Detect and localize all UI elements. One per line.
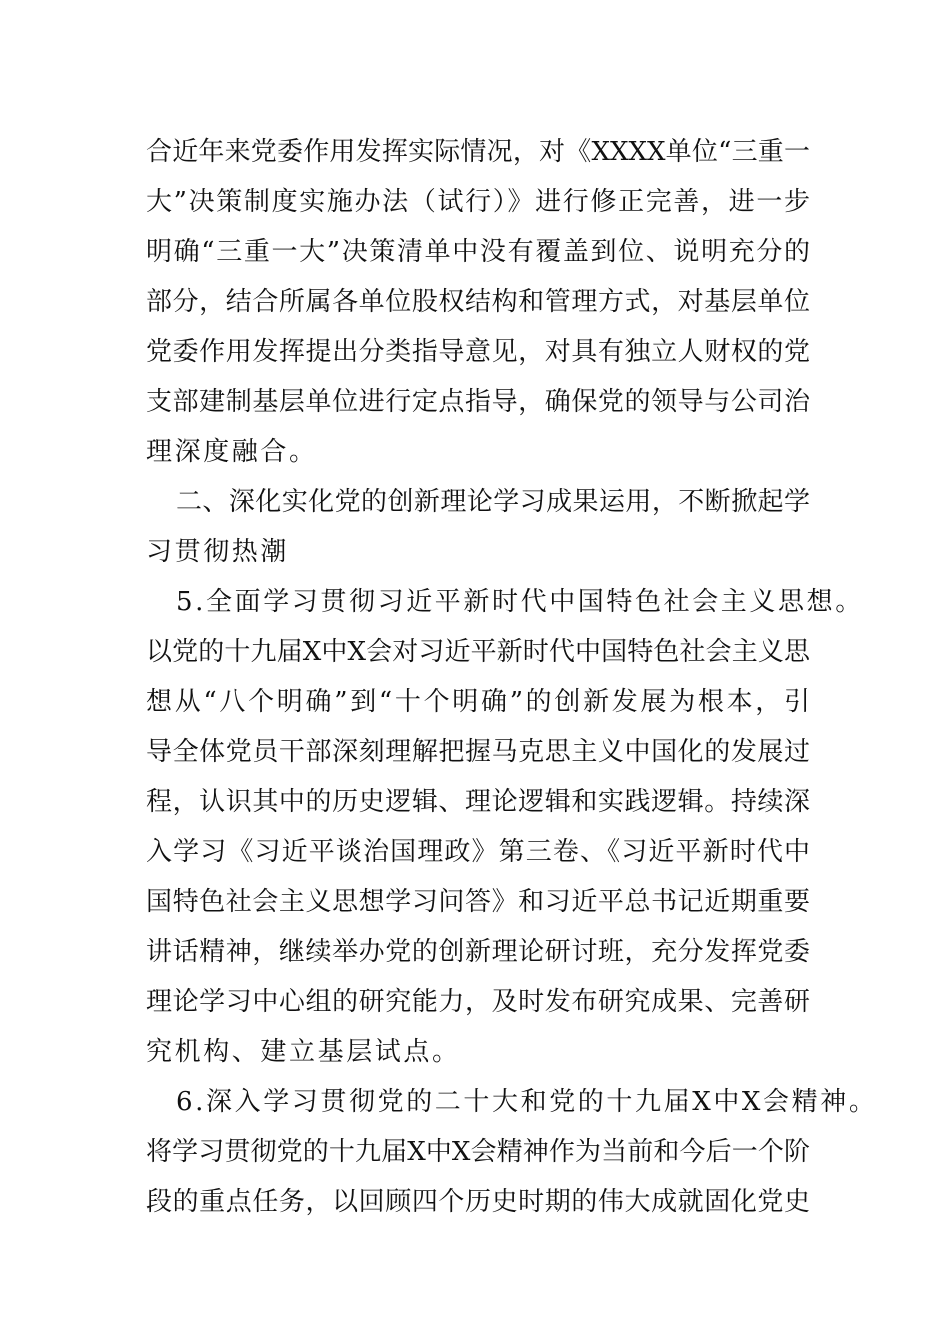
text-line: 明确“三重一大”决策清单中没有覆盖到位、说明充分的 [146,237,810,267]
text-line: 合近年来党委作用发挥实际情况，对《XXXX单位“三重一 [146,137,810,167]
text-line: 入学习《习近平谈治国理政》第三卷、《习近平新时代中 [146,837,810,867]
text-line: 段的重点任务，以回顾四个历史时期的伟大成就固化党史 [146,1187,810,1217]
text-line: 导全体党员干部深刻理解把握马克思主义中国化的发展过 [146,737,810,767]
section-heading: 习贯彻热潮 [146,537,290,567]
item-heading: 6.深入学习贯彻党的二十大和党的十九届X中X会精神。 [176,1087,878,1117]
text-line: 理论学习中心组的研究能力，及时发布研究成果、完善研 [146,987,810,1017]
text-line: 支部建制基层单位进行定点指导，确保党的领导与公司治 [146,387,810,417]
text-line: 程，认识其中的历史逻辑、理论逻辑和实践逻辑。持续深 [146,787,810,817]
text-line: 以党的十九届X中X会对习近平新时代中国特色社会主义思 [146,637,810,667]
text-line: 大”决策制度实施办法（试行）》进行修正完善，进一步 [146,187,810,217]
text-line: 国特色社会主义思想学习问答》和习近平总书记近期重要 [146,887,810,917]
text-line: 理深度融合。 [146,437,318,467]
text-line: 想从“八个明确”到“十个明确”的创新发展为根本，引 [146,687,810,717]
text-line: 部分，结合所属各单位股权结构和管理方式，对基层单位 [146,287,810,317]
section-heading: 二、深化实化党的创新理论学习成果运用，不断掀起学 [176,487,810,517]
text-line: 将学习贯彻党的十九届X中X会精神作为当前和今后一个阶 [146,1137,810,1167]
text-line: 讲话精神，继续举办党的创新理论研讨班，充分发挥党委 [146,937,810,967]
item-heading: 5.全面学习贯彻习近平新时代中国特色社会主义思想。 [176,587,864,617]
text-line: 党委作用发挥提出分类指导意见，对具有独立人财权的党 [146,337,810,367]
text-line: 究机构、建立基层试点。 [146,1037,461,1067]
